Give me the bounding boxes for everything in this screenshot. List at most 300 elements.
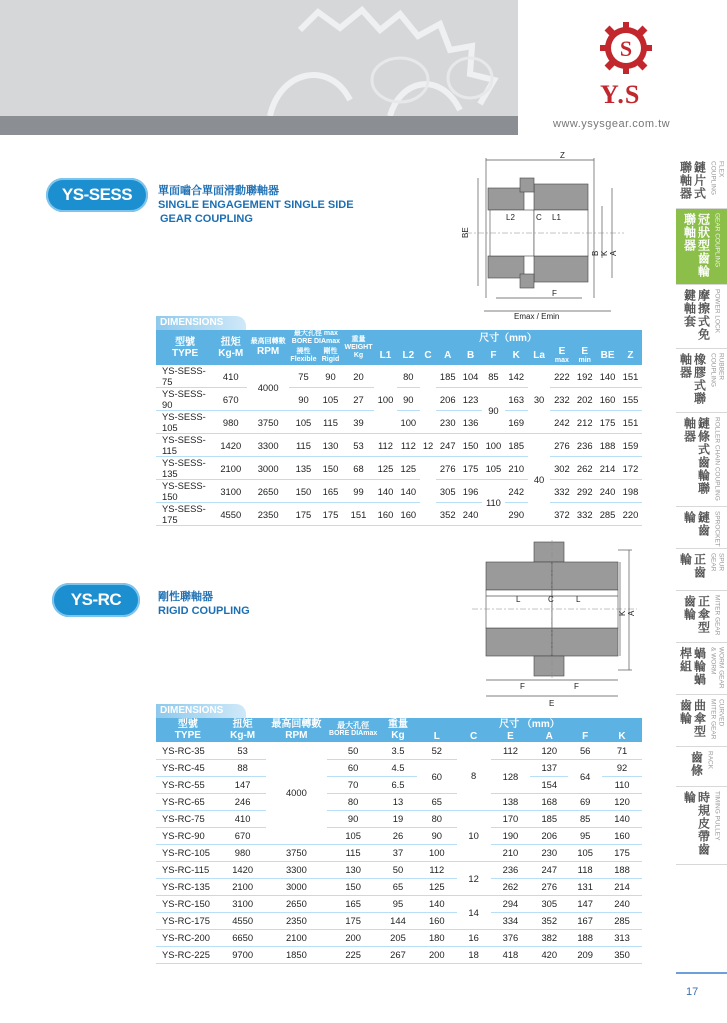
page-number-bar	[676, 972, 727, 974]
f-cell: 188	[568, 929, 602, 946]
side-tab-9[interactable]	[676, 695, 727, 747]
sess-col-c: C	[420, 346, 437, 365]
f-cell: 105	[482, 457, 505, 480]
sess-col-z: Z	[619, 346, 642, 365]
a-cell: 382	[530, 929, 568, 946]
b-cell: 240	[459, 503, 482, 526]
rc-drawing-label-f-right: F	[574, 682, 579, 691]
k-cell: 188	[602, 861, 642, 878]
type-cell: YS-RC-55	[156, 776, 220, 793]
side-tab-label: 曲傘型齒輪	[678, 699, 707, 738]
la-cell: 40	[528, 434, 551, 526]
rpm-cell: 2650	[266, 895, 328, 912]
rc-drawing-label-e: E	[549, 699, 555, 708]
side-tab-5[interactable]	[676, 507, 727, 549]
side-tab-english-label: SPROCKET	[713, 511, 721, 547]
rpm-cell: 1850	[266, 946, 328, 963]
rc-drawing-label-a: A	[627, 610, 636, 616]
torque-cell: 53	[220, 742, 266, 759]
rc-drawing-label-f-left: F	[520, 682, 525, 691]
k-cell: 120	[602, 793, 642, 810]
type-cell: YS-RC-45	[156, 759, 220, 776]
torque-cell: 3100	[220, 895, 266, 912]
weight-cell: 95	[379, 895, 417, 912]
weight-cell: 19	[379, 810, 417, 827]
weight-cell: 53	[343, 434, 374, 457]
a-cell: 247	[530, 861, 568, 878]
c-cell: 14	[457, 895, 491, 929]
banner-strip	[0, 116, 518, 135]
table-row	[156, 434, 642, 457]
c-cell	[420, 365, 437, 434]
sess-col-type: 型號 TYPE	[156, 330, 214, 365]
torque-cell: 6650	[220, 929, 266, 946]
sess-coupling-drawing	[456, 148, 631, 323]
torque-cell: 410	[220, 810, 266, 827]
l1-cell: 112	[374, 434, 397, 457]
emax-cell: 242	[550, 411, 573, 434]
sess-title	[158, 184, 354, 226]
side-tab-english-label: MITER GEAR	[713, 595, 721, 636]
torque-cell: 2100	[214, 457, 247, 480]
sess-drawing-label-z: Z	[560, 151, 565, 160]
table-row	[156, 480, 642, 503]
z-cell: 151	[619, 365, 642, 388]
side-tab-english-label: GEAR COUPLING	[713, 213, 721, 268]
weight-cell: 144	[379, 912, 417, 929]
rpm-cell: 3000	[266, 878, 328, 895]
flex-cell: 115	[289, 434, 318, 457]
side-tab-11[interactable]	[676, 787, 727, 865]
k-cell: 169	[505, 411, 528, 434]
l1-cell: 160	[374, 503, 397, 526]
side-tab-english-label: RUBBER COUPLING	[709, 353, 725, 387]
f-cell: 85	[568, 810, 602, 827]
sess-drawing-label-f: F	[552, 289, 557, 298]
k-cell: 285	[602, 912, 642, 929]
side-tab-english-label: WORM GEAR & WORM	[709, 647, 725, 689]
e-cell: 262	[491, 878, 531, 895]
z-cell: 159	[619, 434, 642, 457]
a-cell: 420	[530, 946, 568, 963]
f-cell: 95	[568, 827, 602, 844]
rpm-cell: 2350	[266, 912, 328, 929]
bore-cell: 150	[327, 878, 379, 895]
a-cell: 230	[530, 844, 568, 861]
a-cell: 276	[530, 878, 568, 895]
torque-cell: 980	[220, 844, 266, 861]
sess-col-rigid: 剛性 Rigid	[318, 346, 343, 365]
f-cell: 69	[568, 793, 602, 810]
type-cell: YS-SESS-105	[156, 411, 214, 434]
side-tab-label: 正齒輪	[678, 553, 707, 579]
side-tab-label: 橡膠式聯軸器	[678, 353, 707, 405]
weight-cell: 99	[343, 480, 374, 503]
weight-cell: 68	[343, 457, 374, 480]
be-cell: 240	[596, 480, 619, 503]
side-tab-label: 摩擦式免鍵軸套	[682, 289, 711, 341]
e-cell: 334	[491, 912, 531, 929]
l-cell: 140	[417, 895, 457, 912]
rc-table-header-row-1	[156, 718, 642, 730]
sess-drawing-label-be: BE	[461, 227, 470, 238]
b-cell: 150	[459, 434, 482, 457]
k-cell: 92	[602, 759, 642, 776]
z-cell: 198	[619, 480, 642, 503]
sess-badge: YS-SESS	[46, 178, 148, 212]
emax-cell: 372	[550, 503, 573, 526]
side-tab-10[interactable]	[676, 747, 727, 787]
page-banner	[0, 0, 727, 135]
type-cell: YS-SESS-135	[156, 457, 214, 480]
weight-cell: 65	[379, 878, 417, 895]
rpm-cell: 4000	[266, 742, 328, 844]
weight-cell: 151	[343, 503, 374, 526]
table-row	[156, 929, 642, 946]
weight-cell: 39	[343, 411, 374, 434]
table-row	[156, 388, 642, 411]
bore-cell: 225	[327, 946, 379, 963]
emin-cell: 332	[573, 503, 596, 526]
type-cell: YS-SESS-75	[156, 365, 214, 388]
l-cell: 90	[417, 827, 457, 844]
sess-table-header-row-1	[156, 330, 642, 346]
emin-cell: 192	[573, 365, 596, 388]
flex-cell: 75	[289, 365, 318, 388]
l2-cell: 80	[397, 365, 420, 388]
flex-cell: 90	[289, 388, 318, 411]
rpm-cell: 2350	[247, 503, 289, 526]
torque-cell: 1420	[214, 434, 247, 457]
type-cell: YS-RC-175	[156, 912, 220, 929]
l2-cell: 160	[397, 503, 420, 526]
table-row	[156, 742, 642, 759]
rigid-cell: 90	[318, 365, 343, 388]
weight-cell: 26	[379, 827, 417, 844]
l-cell: 52	[417, 742, 457, 759]
table-row	[156, 503, 642, 526]
be-cell: 175	[596, 411, 619, 434]
rc-col-weight: 重量 Kg	[379, 718, 417, 742]
rpm-cell: 3300	[266, 861, 328, 878]
l2-cell: 100	[397, 411, 420, 434]
emin-cell: 292	[573, 480, 596, 503]
b-cell: 136	[459, 411, 482, 434]
table-row	[156, 810, 642, 827]
c-cell: 16	[457, 929, 491, 946]
rigid-cell: 130	[318, 434, 343, 457]
sess-drawing-label-emax: Emax / Emin	[514, 312, 560, 321]
bore-cell: 165	[327, 895, 379, 912]
la-cell: 30	[528, 365, 551, 434]
sess-col-l1: L1	[374, 346, 397, 365]
e-cell: 128	[491, 759, 531, 793]
rpm-cell: 4000	[247, 365, 289, 411]
c-cell: 18	[457, 946, 491, 963]
torque-cell: 88	[220, 759, 266, 776]
website-url[interactable]: www.ysysgear.com.tw	[553, 118, 671, 130]
sess-col-la: La	[528, 346, 551, 365]
a-cell: 352	[530, 912, 568, 929]
be-cell: 285	[596, 503, 619, 526]
sess-title-en-2: GEAR COUPLING	[160, 213, 253, 225]
sess-dimension-table	[156, 330, 642, 526]
k-cell: 350	[602, 946, 642, 963]
type-cell: YS-SESS-175	[156, 503, 214, 526]
a-cell: 230	[436, 411, 459, 434]
rc-badge: YS-RC	[52, 583, 140, 617]
sess-col-torque: 扭矩 Kg-M	[214, 330, 247, 365]
sess-col-f: F	[482, 346, 505, 365]
k-cell: 110	[602, 776, 642, 793]
sess-col-b: B	[459, 346, 482, 365]
type-cell: YS-SESS-150	[156, 480, 214, 503]
k-cell: 142	[505, 365, 528, 388]
rigid-cell: 105	[318, 388, 343, 411]
l-cell: 60	[417, 759, 457, 793]
flex-cell: 150	[289, 480, 318, 503]
side-tab-english-label: FLEX COUPLING	[709, 161, 725, 195]
sess-title-en-1: SINGLE ENGAGEMENT SINGLE SIDE	[158, 199, 354, 211]
weight-cell: 3.5	[379, 742, 417, 759]
type-cell: YS-SESS-90	[156, 388, 214, 411]
f-cell: 131	[568, 878, 602, 895]
k-cell: 242	[505, 480, 528, 503]
bore-cell: 175	[327, 912, 379, 929]
l2-cell: 112	[397, 434, 420, 457]
k-cell: 163	[505, 388, 528, 411]
rc-title-en: RIGID COUPLING	[158, 605, 250, 617]
bore-cell: 105	[327, 827, 379, 844]
z-cell: 155	[619, 388, 642, 411]
side-tab-label: 蝸輪蝸桿組	[678, 647, 707, 686]
sess-col-weight: 重量 WEIGHT Kg	[343, 330, 374, 365]
emax-cell: 332	[550, 480, 573, 503]
a-cell: 352	[436, 503, 459, 526]
l1-cell: 125	[374, 457, 397, 480]
table-row	[156, 827, 642, 844]
f-cell: 118	[568, 861, 602, 878]
weight-cell: 50	[379, 861, 417, 878]
f-cell: 105	[568, 844, 602, 861]
l-cell: 100	[417, 844, 457, 861]
e-cell: 170	[491, 810, 531, 827]
z-cell: 220	[619, 503, 642, 526]
sess-title-zh: 單面嚙合單面滑動聯軸器	[158, 185, 279, 197]
table-row	[156, 759, 642, 776]
weight-cell: 20	[343, 365, 374, 388]
e-cell: 112	[491, 742, 531, 759]
sess-drawing-label-k: K	[600, 250, 609, 256]
k-cell: 160	[602, 827, 642, 844]
f-cell: 64	[568, 759, 602, 793]
e-cell: 294	[491, 895, 531, 912]
e-cell: 190	[491, 827, 531, 844]
side-tab-0[interactable]	[676, 157, 727, 209]
a-cell: 185	[436, 365, 459, 388]
e-cell: 376	[491, 929, 531, 946]
a-cell: 185	[530, 810, 568, 827]
side-tab-8[interactable]	[676, 643, 727, 695]
bore-cell: 90	[327, 810, 379, 827]
side-tab-english-label: CURVED MITER GEAR	[709, 699, 725, 740]
bore-cell: 70	[327, 776, 379, 793]
type-cell: YS-RC-225	[156, 946, 220, 963]
weight-cell: 205	[379, 929, 417, 946]
side-tab-english-label: TIMING PULLEY	[713, 791, 721, 841]
sess-col-emin: E min	[573, 346, 596, 365]
e-cell: 236	[491, 861, 531, 878]
side-tab-3[interactable]	[676, 349, 727, 413]
side-tab-2[interactable]	[676, 285, 727, 349]
type-cell: YS-RC-65	[156, 793, 220, 810]
rc-col-rpm: 最高回轉數 RPM	[266, 718, 328, 742]
rc-drawing-label-c: C	[548, 595, 554, 604]
side-tab-7[interactable]	[676, 591, 727, 643]
side-tab-4[interactable]	[676, 413, 727, 507]
e-cell: 138	[491, 793, 531, 810]
torque-cell: 670	[220, 827, 266, 844]
weight-cell: 6.5	[379, 776, 417, 793]
rc-col-dimensions: 尺寸 （mm）	[417, 718, 642, 730]
l-cell: 160	[417, 912, 457, 929]
c-cell: 8	[457, 742, 491, 810]
l-cell: 180	[417, 929, 457, 946]
table-row	[156, 861, 642, 878]
k-cell: 313	[602, 929, 642, 946]
torque-cell: 3100	[214, 480, 247, 503]
sess-col-be: BE	[596, 346, 619, 365]
bore-cell: 115	[327, 844, 379, 861]
torque-cell: 246	[220, 793, 266, 810]
ys-gear-logo-icon	[596, 20, 656, 76]
rc-col-torque: 扭矩 Kg-M	[220, 718, 266, 742]
emin-cell: 202	[573, 388, 596, 411]
k-cell: 210	[505, 457, 528, 480]
type-cell: YS-RC-150	[156, 895, 220, 912]
a-cell: 247	[436, 434, 459, 457]
torque-cell: 9700	[220, 946, 266, 963]
f-cell: 110	[482, 480, 505, 526]
emax-cell: 302	[550, 457, 573, 480]
weight-cell: 13	[379, 793, 417, 810]
b-cell: 104	[459, 365, 482, 388]
side-tab-6[interactable]	[676, 549, 727, 591]
type-cell: YS-RC-115	[156, 861, 220, 878]
k-cell: 71	[602, 742, 642, 759]
type-cell: YS-RC-35	[156, 742, 220, 759]
a-cell: 168	[530, 793, 568, 810]
k-cell: 214	[602, 878, 642, 895]
sess-col-a: A	[436, 346, 459, 365]
l1-cell: 100	[374, 365, 397, 434]
type-cell: YS-RC-105	[156, 844, 220, 861]
rigid-cell: 150	[318, 457, 343, 480]
be-cell: 188	[596, 434, 619, 457]
b-cell: 175	[459, 457, 482, 480]
side-tab-label: 鏈條式齒輪聯軸器	[682, 417, 711, 495]
rigid-cell: 115	[318, 411, 343, 434]
k-cell: 290	[505, 503, 528, 526]
sess-col-emax: E max	[550, 346, 573, 365]
l2-cell: 90	[397, 388, 420, 411]
torque-cell: 4550	[214, 503, 247, 526]
c-cell: 10	[457, 810, 491, 861]
weight-cell: 4.5	[379, 759, 417, 776]
sess-col-k: K	[505, 346, 528, 365]
flex-cell: 105	[289, 411, 318, 434]
z-cell: 172	[619, 457, 642, 480]
side-tab-english-label: ROLLER CHAIN COUPLING	[713, 417, 721, 501]
side-tab-label: 正傘型齒輪	[682, 595, 711, 634]
type-cell: YS-RC-200	[156, 929, 220, 946]
sess-drawing-label-a: A	[609, 250, 618, 256]
l2-cell: 125	[397, 457, 420, 480]
l-cell: 200	[417, 946, 457, 963]
table-row	[156, 844, 642, 861]
be-cell: 160	[596, 388, 619, 411]
l-cell: 112	[417, 861, 457, 878]
rigid-cell: 165	[318, 480, 343, 503]
rpm-cell: 2100	[266, 929, 328, 946]
bore-cell: 60	[327, 759, 379, 776]
l-cell: 80	[417, 810, 457, 827]
page-number: 17	[686, 986, 699, 998]
torque-cell: 147	[220, 776, 266, 793]
table-row	[156, 912, 642, 929]
a-cell: 305	[530, 895, 568, 912]
side-tab-1[interactable]	[676, 209, 727, 285]
table-row	[156, 878, 642, 895]
side-tab-label: 冠狀型齒輪聯軸器	[682, 213, 711, 278]
f-cell: 90	[482, 388, 505, 434]
f-cell: 209	[568, 946, 602, 963]
side-tab-english-label: RACK	[706, 751, 714, 770]
c-cell	[420, 457, 437, 526]
sess-col-l2: L2	[397, 346, 420, 365]
rc-col-a: A	[530, 730, 568, 742]
emin-cell: 262	[573, 457, 596, 480]
logo-text: Y.S	[600, 80, 641, 109]
rc-coupling-drawing	[472, 540, 642, 710]
k-cell: 240	[602, 895, 642, 912]
rc-drawing-label-l-right: L	[576, 595, 581, 604]
sess-col-flex: 撓性 Flexible	[289, 346, 318, 365]
banner-gear-graphic	[0, 0, 518, 135]
side-tab-label: 鏈片式聯軸器	[678, 161, 707, 200]
sess-drawing-label-l2: L2	[506, 213, 515, 222]
rc-dimensions-label: DIMENSIONS	[156, 704, 246, 718]
rpm-cell: 3750	[266, 844, 328, 861]
rc-col-k: K	[602, 730, 642, 742]
a-cell: 137	[530, 759, 568, 776]
rc-col-e: E	[491, 730, 531, 742]
z-cell: 151	[619, 411, 642, 434]
b-cell: 123	[459, 388, 482, 411]
f-cell: 167	[568, 912, 602, 929]
bore-cell: 130	[327, 861, 379, 878]
emax-cell: 222	[550, 365, 573, 388]
c-cell: 12	[420, 434, 437, 457]
e-cell: 210	[491, 844, 531, 861]
weight-cell: 37	[379, 844, 417, 861]
torque-cell: 980	[214, 411, 247, 434]
a-cell: 120	[530, 742, 568, 759]
torque-cell: 1420	[220, 861, 266, 878]
table-row	[156, 411, 642, 434]
torque-cell: 4550	[220, 912, 266, 929]
bore-cell: 50	[327, 742, 379, 759]
